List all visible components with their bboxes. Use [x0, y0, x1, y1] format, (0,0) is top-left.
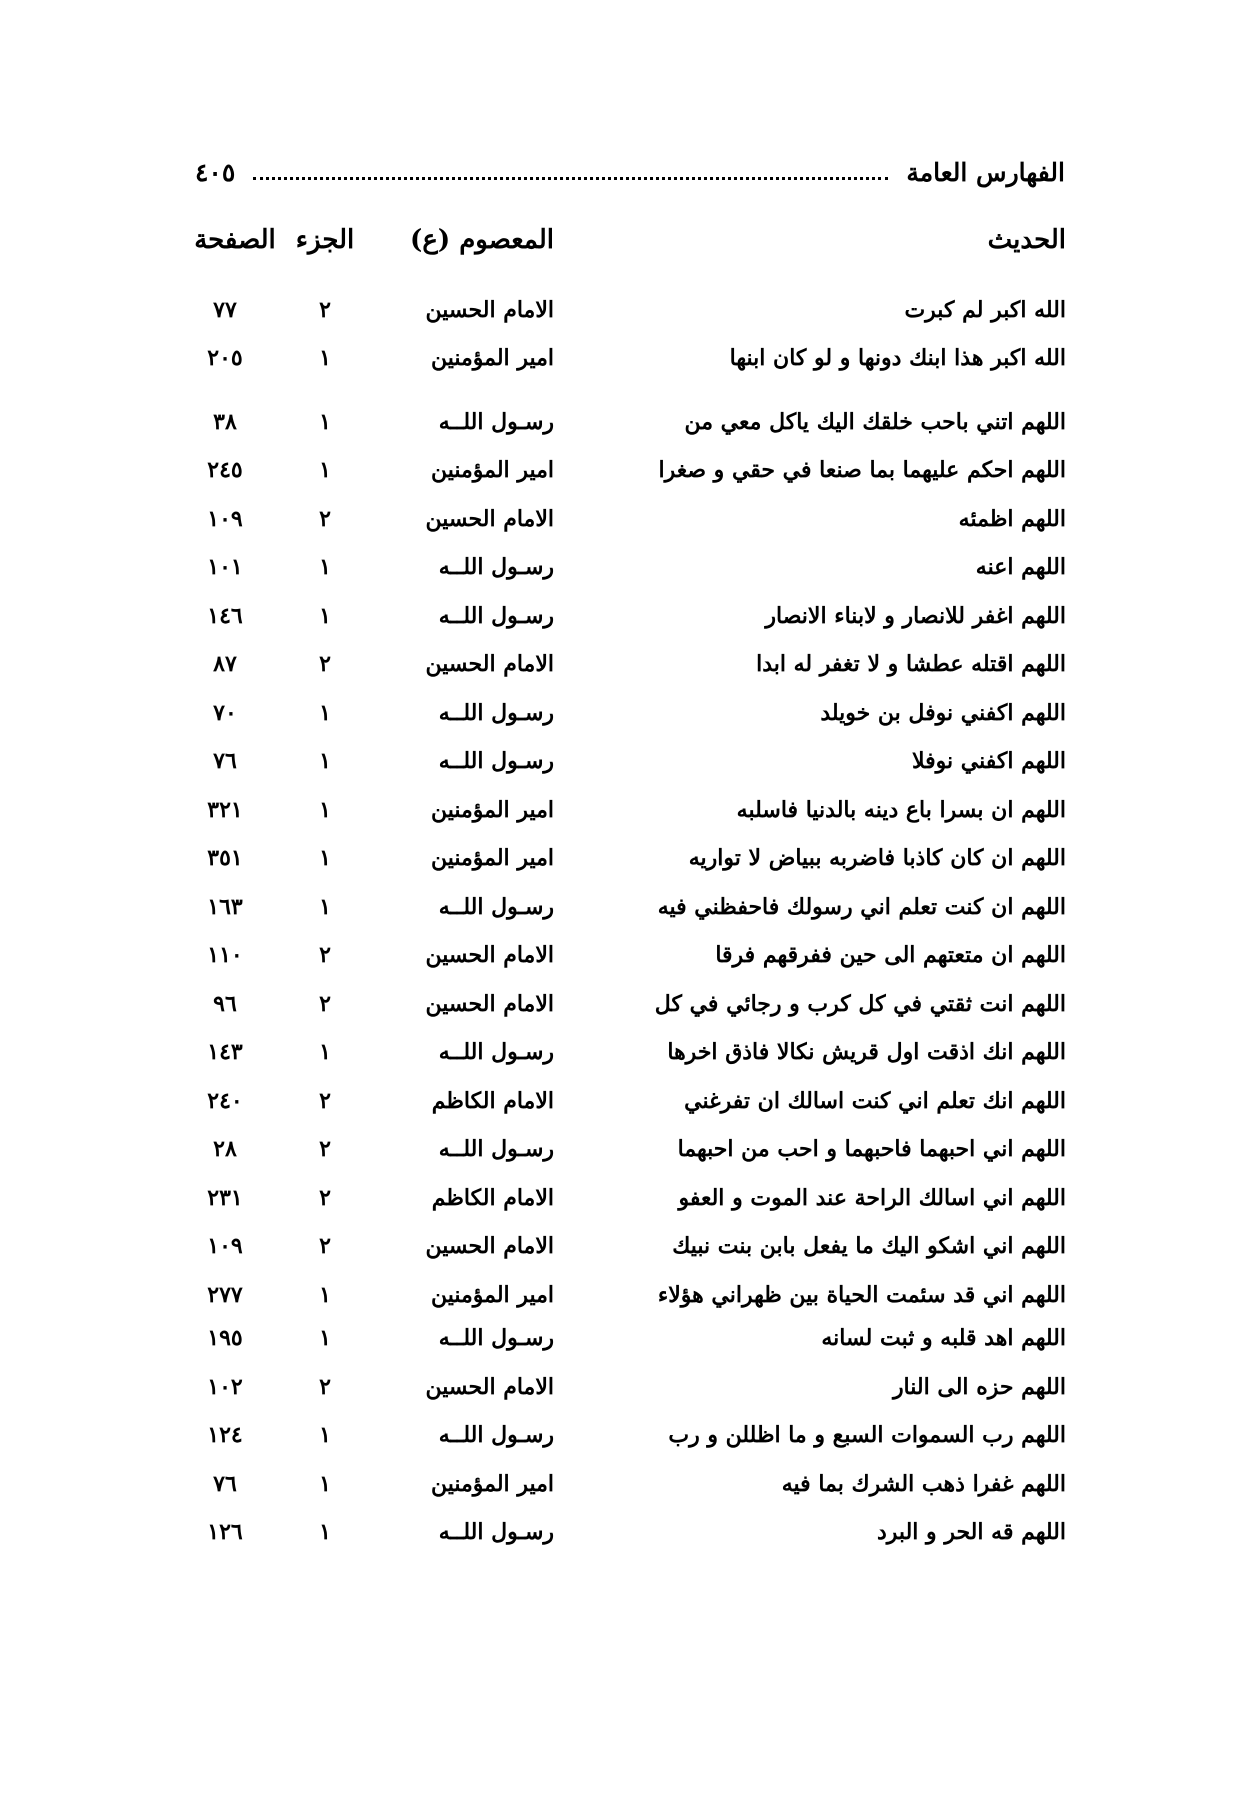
- masum-name: الامام الحسين: [425, 506, 554, 532]
- masum-name: الامام الحسين: [425, 1374, 554, 1400]
- juz-number: ١: [319, 1519, 331, 1545]
- page-ref: ١٤٦: [207, 603, 243, 629]
- page-ref: ٧٦: [213, 1471, 237, 1497]
- juz-number: ٢: [319, 506, 331, 532]
- header-page: الصفحة: [194, 225, 276, 255]
- hadith-text: اللهم اغفر للانصار و لابناء الانصار: [765, 603, 1066, 629]
- juz-number: ١: [319, 603, 331, 629]
- juz-number: ١: [319, 554, 331, 580]
- page-ref: ٢٣١: [207, 1185, 243, 1211]
- masum-name: رسـول اللــه: [438, 894, 554, 920]
- masum-name: الامام الكاظم: [431, 1088, 554, 1114]
- hadith-text: اللهم قه الحر و البرد: [877, 1519, 1066, 1545]
- hadith-text: اللهم اعنه: [975, 554, 1066, 580]
- page-ref: ٢٠٥: [207, 345, 243, 371]
- masum-name: رسـول اللــه: [438, 1325, 554, 1351]
- page-ref: ٣٨: [213, 409, 237, 435]
- juz-number: ٢: [319, 1185, 331, 1211]
- masum-name: امير المؤمنين: [430, 457, 554, 483]
- hadith-text: اللهم اكفني نوفلا: [911, 748, 1066, 774]
- hadith-text: اللهم احكم عليهما بما صنعا في حقي و صغرا: [658, 457, 1066, 483]
- page-ref: ٢٤٥: [207, 457, 243, 483]
- juz-number: ٢: [319, 991, 331, 1017]
- juz-number: ١: [319, 457, 331, 483]
- hadith-text: الله اكبر هذا ابنك دونها و لو كان ابنها: [729, 345, 1066, 371]
- juz-number: ٢: [319, 1233, 331, 1259]
- juz-number: ١: [319, 345, 331, 371]
- hadith-text: اللهم اتني باحب خلقك اليك ياكل معي من: [684, 409, 1066, 435]
- juz-number: ١: [319, 1422, 331, 1448]
- juz-number: ١: [319, 1471, 331, 1497]
- page-ref: ١٢٤: [207, 1422, 243, 1448]
- juz-number: ١: [319, 1039, 331, 1065]
- running-head: [195, 150, 1065, 194]
- page-ref: ٧٠: [213, 700, 237, 726]
- juz-number: ٢: [319, 1136, 331, 1162]
- masum-name: رسـول اللــه: [438, 1422, 554, 1448]
- juz-number: ٢: [319, 651, 331, 677]
- page-ref: ١٩٥: [207, 1325, 243, 1351]
- masum-name: رسـول اللــه: [438, 409, 554, 435]
- hadith-text: اللهم اني قد سئمت الحياة بين ظهراني هؤلاء: [657, 1282, 1066, 1308]
- page-ref: ٣٢١: [207, 797, 243, 823]
- juz-number: ٢: [319, 1088, 331, 1114]
- hadith-text: اللهم ان بسرا باع دينه بالدنيا فاسلبه: [736, 797, 1066, 823]
- juz-number: ١: [319, 700, 331, 726]
- page-number: ٤٠٥: [195, 157, 236, 187]
- juz-number: ٢: [319, 942, 331, 968]
- page-ref: ١١٠: [207, 942, 243, 968]
- hadith-text: اللهم انك تعلم اني كنت اسالك ان تفرغني: [684, 1088, 1066, 1114]
- hadith-text: اللهم انك اذقت اول قريش نكالا فاذق اخرها: [667, 1039, 1066, 1065]
- hadith-text: اللهم اظمئه: [958, 506, 1066, 532]
- masum-name: رسـول اللــه: [438, 1519, 554, 1545]
- masum-name: رسـول اللــه: [438, 748, 554, 774]
- page-ref: ٧٦: [213, 748, 237, 774]
- hadith-text: اللهم ان كان كاذبا فاضربه ببياض لا تواريه: [688, 845, 1066, 871]
- masum-name: الامام الحسين: [425, 651, 554, 677]
- page-ref: ١٢٦: [207, 1519, 243, 1545]
- masum-name: الامام الكاظم: [431, 1185, 554, 1211]
- hadith-text: اللهم رب السموات السبع و ما اظللن و رب: [668, 1422, 1066, 1448]
- juz-number: ١: [319, 409, 331, 435]
- juz-number: ١: [319, 797, 331, 823]
- masum-name: رسـول اللــه: [438, 603, 554, 629]
- page-ref: ١٠٩: [207, 506, 243, 532]
- hadith-text: اللهم اني احبهما فاحبهما و احب من احبهما: [677, 1136, 1066, 1162]
- juz-number: ١: [319, 748, 331, 774]
- masum-name: رسـول اللــه: [438, 1136, 554, 1162]
- dot-leader: [253, 177, 888, 180]
- page-ref: ١٦٣: [207, 894, 243, 920]
- masum-name: رسـول اللــه: [438, 1039, 554, 1065]
- masum-name: امير المؤمنين: [430, 797, 554, 823]
- page-ref: ٣٥١: [207, 845, 243, 871]
- page-ref: ٩٦: [213, 991, 237, 1017]
- masum-name: رسـول اللــه: [438, 700, 554, 726]
- masum-name: امير المؤمنين: [430, 1282, 554, 1308]
- page-ref: ١٠٩: [207, 1233, 243, 1259]
- hadith-text: اللهم ان كنت تعلم اني رسولك فاحفظني فيه: [657, 894, 1066, 920]
- page-ref: ٧٧: [213, 297, 237, 323]
- hadith-text: اللهم اني اسالك الراحة عند الموت و العفو: [678, 1185, 1066, 1211]
- juz-number: ٢: [319, 297, 331, 323]
- hadith-text: اللهم اني اشكو اليك ما يفعل بابن بنت نبيك: [672, 1233, 1066, 1259]
- hadith-text: اللهم اهد قلبه و ثبت لسانه: [821, 1325, 1066, 1351]
- masum-name: رسـول اللــه: [438, 554, 554, 580]
- page-ref: ٢٧٧: [207, 1282, 243, 1308]
- juz-number: ١: [319, 1325, 331, 1351]
- masum-name: امير المؤمنين: [430, 345, 554, 371]
- page-ref: ١٤٣: [207, 1039, 243, 1065]
- page-ref: ٢٤٠: [207, 1088, 243, 1114]
- header-juz: الجزء: [295, 225, 355, 255]
- juz-number: ١: [319, 845, 331, 871]
- masum-name: امير المؤمنين: [430, 845, 554, 871]
- masum-name: امير المؤمنين: [430, 1471, 554, 1497]
- hadith-text: اللهم ان متعتهم الى حين ففرقهم فرقا: [715, 942, 1066, 968]
- page-ref: ١٠١: [207, 554, 243, 580]
- header-hadith: الحديث: [987, 225, 1066, 255]
- hadith-text: الله اكبر لم كبرت: [904, 297, 1066, 323]
- masum-name: الامام الحسين: [425, 991, 554, 1017]
- hadith-text: اللهم اقتله عطشا و لا تغفر له ابدا: [756, 651, 1066, 677]
- masum-name: الامام الحسين: [425, 1233, 554, 1259]
- juz-number: ٢: [319, 1374, 331, 1400]
- hadith-text: اللهم غفرا ذهب الشرك بما فيه: [781, 1471, 1066, 1497]
- running-title: الفهارس العامة: [906, 157, 1065, 187]
- hadith-text: اللهم اكفني نوفل بن خويلد: [820, 700, 1066, 726]
- masum-name: الامام الحسين: [425, 297, 554, 323]
- hadith-text: اللهم حزه الى النار: [892, 1374, 1066, 1400]
- page-ref: ٨٧: [213, 651, 237, 677]
- masum-name: الامام الحسين: [425, 942, 554, 968]
- page-ref: ١٠٢: [207, 1374, 243, 1400]
- juz-number: ١: [319, 1282, 331, 1308]
- juz-number: ١: [319, 894, 331, 920]
- header-masum: المعصوم (ع): [410, 225, 554, 255]
- page-ref: ٢٨: [213, 1136, 237, 1162]
- hadith-text: اللهم انت ثقتي في كل كرب و رجائي في كل: [654, 991, 1066, 1017]
